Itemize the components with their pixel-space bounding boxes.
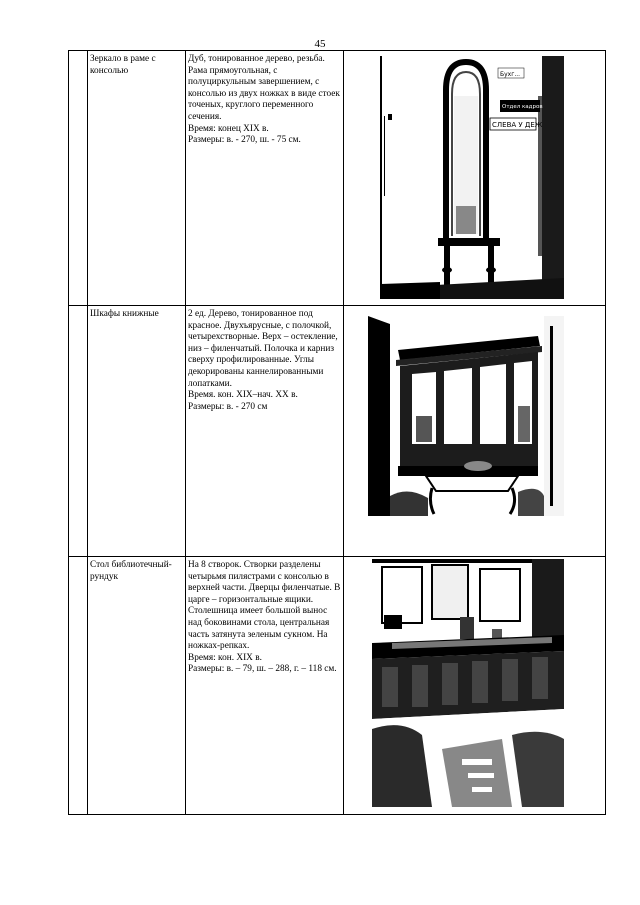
item-description-cell: [186, 306, 344, 557]
description-line: Время: кон. XIX в.: [188, 652, 262, 663]
description-line: 2 ед. Дерево, тонированное под красное. Двухъярусные, с полочкой, четырехстворные. Верх – остекление, низ – филенчатый. Полочка и карниз сверху профилированные. Углы декорированы каннелированными лопатками.: [188, 309, 338, 389]
sign-text-b: Отдел кадров: [502, 104, 543, 110]
bookcase-photo: [368, 316, 564, 516]
table-row: [69, 51, 606, 306]
item-photo-cell: [344, 306, 606, 557]
item-name: Стол библиотечный-рундук: [90, 560, 172, 582]
item-name-cell: [88, 306, 186, 557]
library-table-photo: [372, 559, 564, 807]
item-name-cell: [88, 557, 186, 815]
item-description: [186, 557, 343, 676]
item-photo-cell: [344, 51, 606, 306]
row-number-cell: [69, 306, 88, 557]
item-name: Зеркало в раме с консолью: [90, 54, 156, 76]
page-number: 45: [314, 38, 326, 50]
description-line: Размеры: в. – 79, ш. – 288, г. – 118 см.: [188, 664, 337, 675]
item-description: [186, 306, 343, 413]
item-photo-cell: [344, 557, 606, 815]
item-description: [186, 51, 343, 147]
table-row: [69, 306, 606, 557]
description-line: Размеры: в. - 270, ш. - 75 см.: [188, 135, 301, 146]
item-description-cell: [186, 51, 344, 306]
sign-text-a: Бухг...: [500, 71, 521, 78]
row-number-cell: [69, 51, 88, 306]
description-line: Размеры: в. - 270 см: [188, 401, 268, 412]
item-name: Шкафы книжные: [90, 309, 159, 319]
item-name-cell: [88, 51, 186, 306]
description-line: На 8 створок. Створки разделены четырьмя пилястрами с консолью в верхней части. Дверцы филенчатые. В царге – горизонтальные ящики. Столешница имеет большой вынос над боковинами стола, центральная часть затянута зеленым сукном. На ножках-репках.: [188, 560, 341, 652]
description-line: Рама прямоугольная, с полуциркульным завершением, с консолью из двух ножках в виде стоек точеных, круглого переменного сечения.: [188, 65, 340, 122]
description-line: Дуб, тонированное дерево, резьба.: [188, 54, 325, 64]
item-description-cell: [186, 557, 344, 815]
table-row: [69, 557, 606, 815]
description-line: Время: конец XIX в.: [188, 123, 269, 134]
inventory-table: [68, 50, 606, 815]
row-number-cell: [69, 557, 88, 815]
mirror-photo: [380, 56, 564, 299]
description-line: Время. кон. XIX–нач. XX в.: [188, 390, 298, 401]
sign-text-c: СЛЕВА У ДЕЖ: [492, 121, 543, 129]
